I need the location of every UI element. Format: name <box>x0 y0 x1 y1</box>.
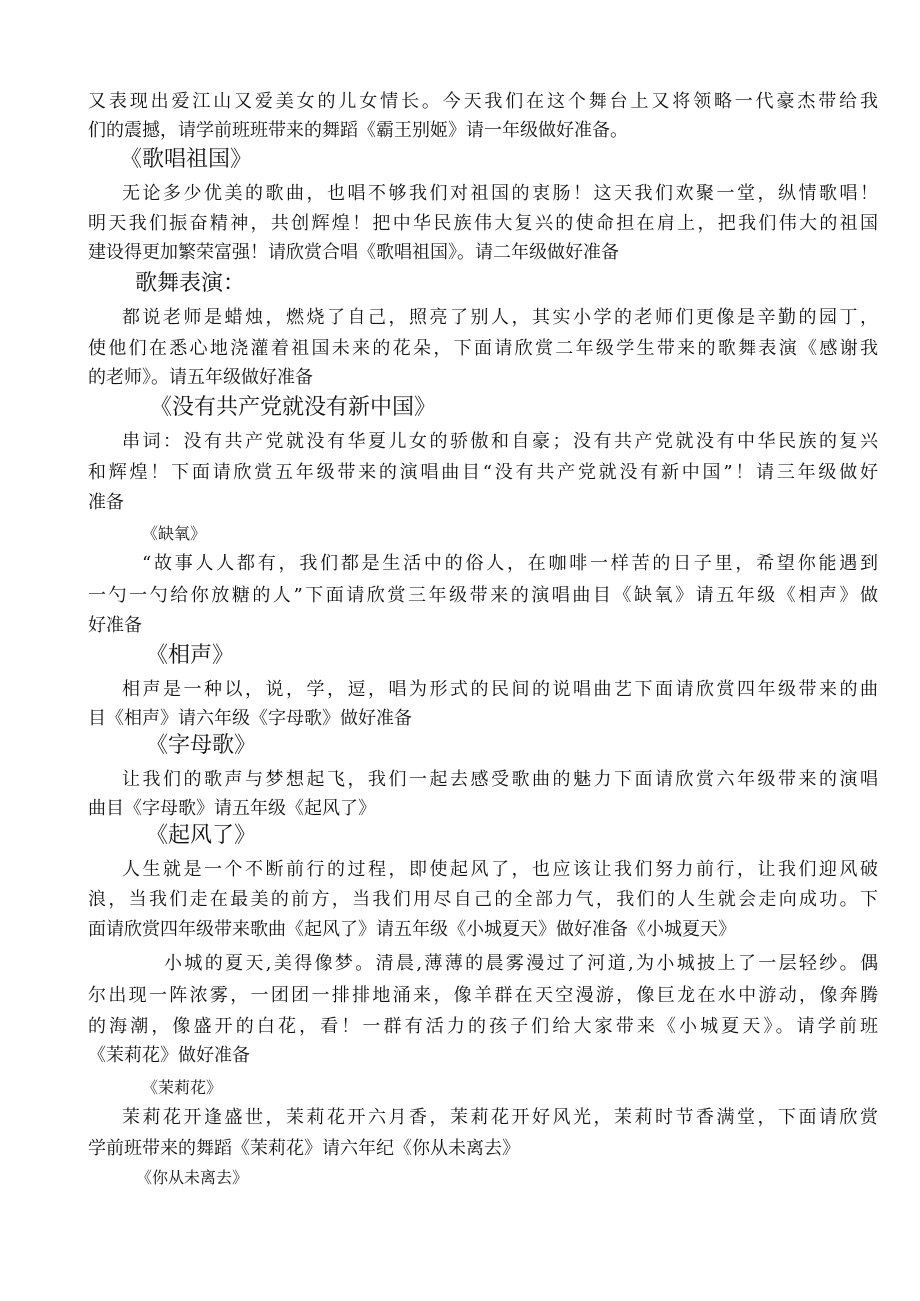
text-line: 人生就是一个不断前行的过程，即使起风了，也应该让我们努力前行，让我们迎风破 <box>122 859 878 880</box>
section-heading: 《你从未离去》 <box>136 1168 249 1187</box>
text-line: 准备 <box>88 492 124 513</box>
text-line: 一勺一勺给你放糖的人”下面请欣赏三年级带来的演唱曲目《缺氧》请五年级《相声》做 <box>88 585 878 606</box>
text-line: 学前班带来的舞蹈《茉莉花》请六年纪《你从未离去》 <box>88 1138 520 1159</box>
text-line: 曲目《字母歌》请五年级《起风了》 <box>88 798 376 819</box>
section-heading: 歌舞表演： <box>135 271 246 296</box>
text-line: 茉莉花开逢盛世，茉莉花开六月香，茉莉花开好风光，茉莉时节香满堂，下面请欣赏 <box>122 1107 878 1128</box>
text-line: 浪，当我们走在最美的前方，当我们用尽自己的全部力气，我们的人生就会走向成功。下 <box>88 889 878 910</box>
text-line: 小城的夏天,美得像梦。清晨,薄薄的晨雾漫过了河道,为小城披上了一层轻纱。偶 <box>164 953 878 974</box>
text-line: 的老师》。请五年级做好准备 <box>88 367 313 388</box>
text-line: 和辉煌！下面请欣赏五年级带来的演唱曲目“没有共产党就没有新中国”！请三年级做好 <box>88 462 878 483</box>
text-line: 明天我们振奋精神，共创辉煌！把中华民族伟大复兴的使命担在肩上，把我们伟大的祖国 <box>88 213 878 234</box>
text-line: 让我们的歌声与梦想起飞，我们一起去感受歌曲的魅力下面请欣赏六年级带来的演唱 <box>122 769 878 790</box>
text-line: 都说老师是蜡烛，燃烧了自己，照亮了别人，其实小学的老师们更像是辛勤的园丁， <box>122 307 878 328</box>
section-heading: 《没有共产党就没有新中国》 <box>150 395 437 420</box>
text-line: 面请欣赏四年级带来歌曲《起风了》请五年级《小城夏天》做好准备《小城夏天》 <box>88 919 736 940</box>
text-line: 相声是一种以，说，学，逗，唱为形式的民间的说唱曲艺下面请欣赏四年级带来的曲 <box>122 679 878 700</box>
text-line: 串词：没有共产党就没有华夏儿女的骄傲和自豪；没有共产党就没有中华民族的复兴 <box>122 431 878 452</box>
text-line: 使他们在悉心地浇灌着祖国未来的花朵，下面请欣赏二年级学生带来的歌舞表演《感谢我 <box>88 338 878 359</box>
text-line: 建设得更加繁荣富强！请欣赏合唱《歌唱祖国》。请二年级做好准备 <box>88 242 619 263</box>
text-line: 无论多少优美的歌曲，也唱不够我们对祖国的衷肠！这天我们欢聚一堂，纵情歌唱！ <box>122 183 878 204</box>
text-line: “故事人人都有，我们都是生活中的俗人，在咖啡一样苦的日子里，希望你能遇到 <box>142 553 878 574</box>
text-line: 《茉莉花》做好准备 <box>88 1045 250 1066</box>
text-line: 目《相声》请六年级《字母歌》做好准备 <box>88 708 412 729</box>
section-heading: 《字母歌》 <box>146 733 257 758</box>
text-line: 好准备 <box>88 615 142 636</box>
text-line: 又表现出爱江山又爱美女的儿女情长。今天我们在这个舞台上又将领略一代豪杰带给我 <box>88 91 878 112</box>
text-line: 们的震撼，请学前班班带来的舞蹈《霸王别姬》请一年级做好准备。 <box>88 120 628 141</box>
text-line: 尔出现一阵浓雾，一团团一排排地涌来，像羊群在天空漫游，像巨龙在水中游动，像奔腾 <box>88 985 878 1006</box>
section-heading: 《歌唱祖国》 <box>120 147 253 172</box>
section-heading: 《相声》 <box>146 643 235 668</box>
section-heading: 《缺氧》 <box>142 524 207 543</box>
section-heading: 《茉莉花》 <box>142 1078 223 1097</box>
section-heading: 《起风了》 <box>146 823 257 848</box>
text-line: 的海潮，像盛开的白花，看！一群有活力的孩子们给大家带来《小城夏天》。请学前班 <box>88 1016 878 1037</box>
